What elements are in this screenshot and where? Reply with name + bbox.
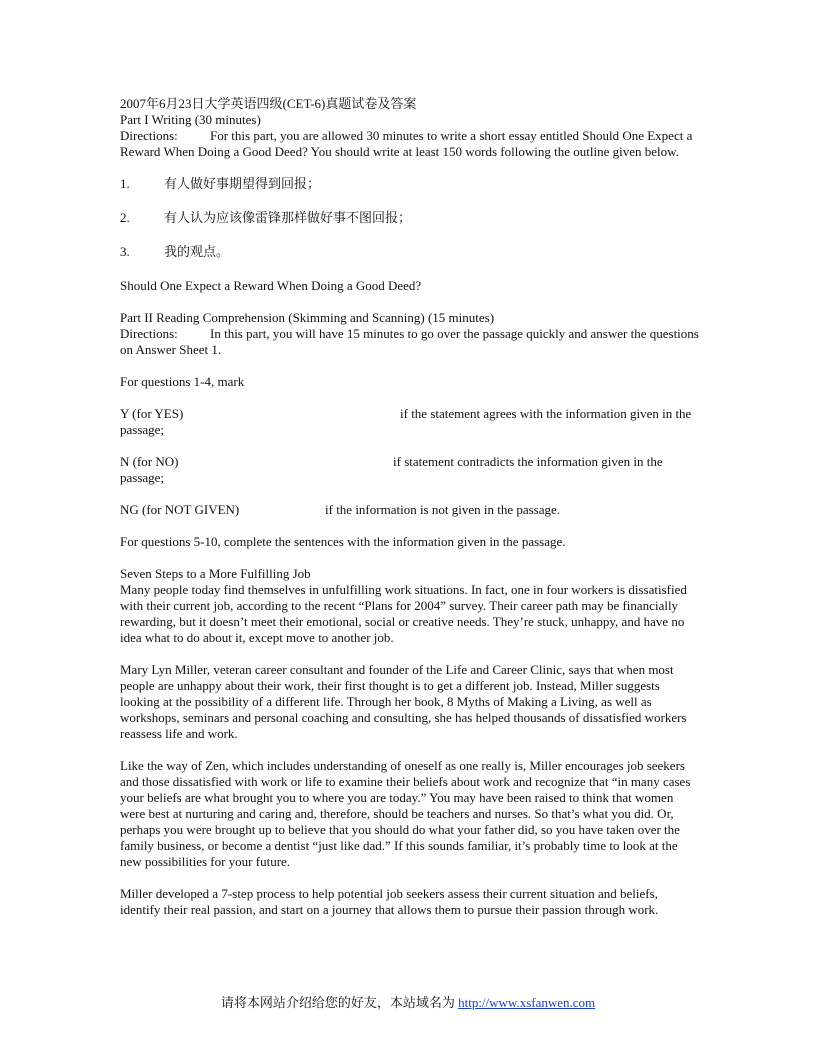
outline-item: 2. 有人认为应该像雷锋那样做好事不图回报； xyxy=(120,210,412,225)
page-footer xyxy=(0,992,816,1011)
passage-paragraph: Many people today find themselves in unfulfilling work situations. In fact, one in four workers is dissatisfied with their current job, according to the recent “Plans for 2004” survey. Their career path may be financially rewarding, but it doesn’t meet their emotional, social or creative needs. They’re stuck, unhappy, and have no idea what to do about it, except move to another job. xyxy=(120,582,687,645)
part2-heading: Part II Reading Comprehension (Skimming and Scanning) (15 minutes) xyxy=(120,310,495,325)
questions-5-10-instruction: For questions 5-10, complete the sentences with the information given in the passage. xyxy=(120,534,566,549)
mark-description: if the statement agrees with the information given in the passage; xyxy=(120,406,692,437)
passage-paragraph: Mary Lyn Miller, veteran career consultant and founder of the Life and Career Clinic, says that when most people are unhappy about their work, their first thought is to get a different job. Instead, Miller suggests looking at the possibility of a different life. Through her book, 8 Myths of Making a Living, as well as workshops, seminars and personal coaching and consulting, she has helped thousands of dissatisfied workers reassess life and work. xyxy=(120,662,687,741)
directions-text: In this part, you will have 15 minutes to go over the passage quickly and answer the questions on Answer Sheet 1. xyxy=(120,326,699,357)
passage-paragraph: Like the way of Zen, which includes understanding of oneself as one really is, Miller encourages job seekers and those dissatisfied with work or life to examine their beliefs about work and recognize that “in many cases your beliefs are what brought you to where you are today.” You may have been raised to think that women were best at nurturing and caring and, therefore, should be teachers and nurses. So that’s what you did. Or, perhaps you were brought up to believe that you should do what your father did, so you have taken over the family business, or become a dentist “just like dad.” If this sounds familiar, it’s probably time to look at the new possibilities for your future. xyxy=(120,758,691,869)
directions-text: For this part, you are allowed 30 minutes to write a short essay entitled Should One Expect a Reward When Doing a Good Deed? You should write at least 150 words following the outline given below. xyxy=(120,128,693,159)
mark-not-given xyxy=(120,502,700,518)
mark-description: if the information is not given in the passage. xyxy=(325,502,561,517)
part1-directions xyxy=(120,128,700,160)
directions-label: Directions: xyxy=(120,128,178,143)
outline-item: 1. 有人做好事期望得到回报； xyxy=(120,176,321,191)
document-body xyxy=(120,96,700,918)
site-link[interactable]: http://www.xsfanwen.com xyxy=(458,995,596,1010)
mark-code: Y (for YES) xyxy=(120,406,184,421)
passage-title: Seven Steps to a More Fulfilling Job xyxy=(120,566,311,581)
mark-code: NG (for NOT GIVEN) xyxy=(120,502,240,517)
part2-directions xyxy=(120,326,700,358)
essay-title: Should One Expect a Reward When Doing a Good Deed? xyxy=(120,278,422,293)
mark-description: if statement contradicts the information given in the passage; xyxy=(120,454,663,485)
footer-text: 请将本网站介绍给您的好友，本站域名为 xyxy=(220,995,455,1010)
mark-no xyxy=(120,454,700,486)
mark-yes xyxy=(120,406,700,438)
directions-label: Directions: xyxy=(120,326,178,341)
passage-paragraph: Miller developed a 7-step process to help potential job seekers assess their current situation and beliefs, identify their real passion, and start on a journey that allows them to pursue their passion through work. xyxy=(120,886,659,917)
part1-heading: Part I Writing (30 minutes) xyxy=(120,112,261,127)
outline-item: 3. 我的观点。 xyxy=(120,244,230,259)
exam-title: 2007年6月23日大学英语四级(CET-6)真题试卷及答案 xyxy=(120,96,417,111)
questions-1-4-instruction: For questions 1-4, mark xyxy=(120,374,245,389)
mark-code: N (for NO) xyxy=(120,454,179,469)
